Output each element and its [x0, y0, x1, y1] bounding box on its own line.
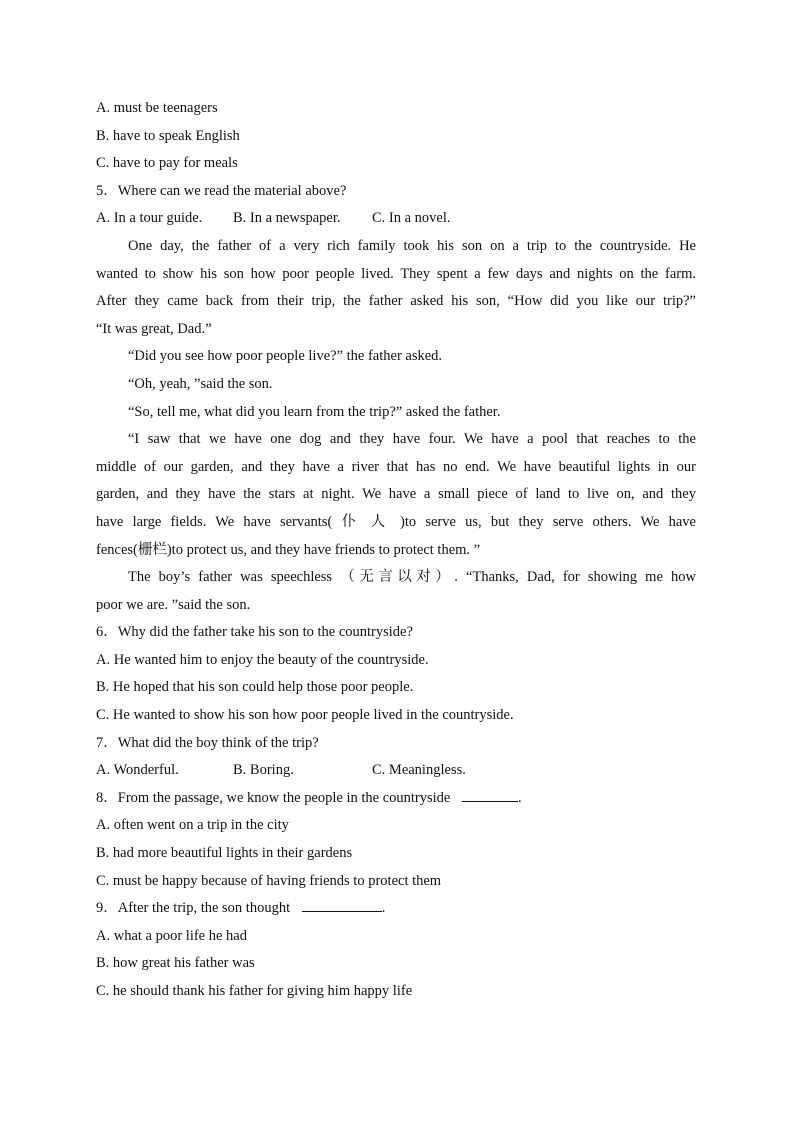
q7-option-a: A. Wonderful. [96, 762, 179, 779]
passage-line: “It was great, Dad.” [96, 320, 212, 337]
passage-line: wanted to show his son how poor people lived. They spent a few days and nights on the farm. [96, 265, 696, 282]
q8-option-b: B. had more beautiful lights in their gardens [96, 845, 353, 862]
q9-option-a: A. what a poor life he had [96, 927, 247, 944]
q5-option-a: A. In a tour guide. [96, 210, 203, 227]
passage-line: After they came back from their trip, the father asked his son, “How did you like our trip?” [96, 293, 696, 310]
passage-line: middle of our garden, and they have a river that has no end. We have beautiful lights in our [96, 458, 696, 475]
passage-line: “Oh, yeah, ”said the son. [128, 375, 273, 392]
q4-option-b: B. have to speak English [96, 127, 240, 144]
q8-answer-blank[interactable] [462, 787, 518, 802]
passage-line: garden, and they have the stars at night. We have a small piece of land to live on, and they [96, 486, 696, 503]
q6-option-a: A. He wanted him to enjoy the beauty of the countryside. [96, 651, 429, 668]
q9-stem-line: 9．After the trip, the son thought . [96, 895, 696, 923]
q5-options [96, 205, 696, 233]
q9-answer-blank[interactable] [302, 897, 382, 912]
q9-stem: 9．After the trip, the son thought [96, 900, 291, 917]
passage-line: “Did you see how poor people live?” the father asked. [128, 348, 443, 365]
q5-stem: 5．Where can we read the material above? [96, 182, 347, 199]
passage-line: have large fields. We have servants( 仆 人 )to serve us, but they serve others. We have [96, 513, 696, 530]
q7-option-c: C. Meaningless. [372, 762, 466, 779]
q6-option-b: B. He hoped that his son could help those poor people. [96, 679, 414, 696]
q8-stem: 8．From the passage, we know the people in the countryside [96, 789, 451, 806]
q7-options [96, 757, 696, 785]
passage-line: poor we are. ”said the son. [96, 596, 251, 613]
q8-option-c: C. must be happy because of having friends to protect them [96, 872, 442, 889]
passage-line: The boy’s father was speechless （无言以对）. “Thanks, Dad, for showing me how [128, 569, 696, 586]
q9-option-c: C. he should thank his father for giving him happy life [96, 983, 413, 999]
q5-option-c: C. In a novel. [372, 210, 451, 227]
passage-line: “I saw that we have one dog and they have four. We have a pool that reaches to the [128, 431, 696, 448]
q7-option-b: B. Boring. [233, 762, 294, 779]
q7-stem: 7．What did the boy think of the trip? [96, 734, 319, 751]
q8-option-a: A. often went on a trip in the city [96, 817, 289, 834]
q4-option-a: A. must be teenagers [96, 100, 218, 116]
q6-stem: 6．Why did the father take his son to the countryside? [96, 624, 413, 641]
passage-line: fences(栅栏)to protect us, and they have friends to protect them. ” [96, 541, 481, 558]
q8-stem-line: 8．From the passage, we know the people in the countryside . [96, 785, 696, 813]
q6-option-c: C. He wanted to show his son how poor people lived in the countryside. [96, 707, 514, 724]
passage-line: One day, the father of a very rich family took his son on a trip to the countryside. He [128, 237, 696, 254]
document-body [96, 95, 696, 1006]
passage-line: “So, tell me, what did you learn from the trip?” asked the father. [128, 403, 501, 420]
q4-option-c: C. have to pay for meals [96, 155, 238, 172]
q5-option-b: B. In a newspaper. [233, 210, 341, 227]
q9-option-b: B. how great his father was [96, 955, 255, 972]
